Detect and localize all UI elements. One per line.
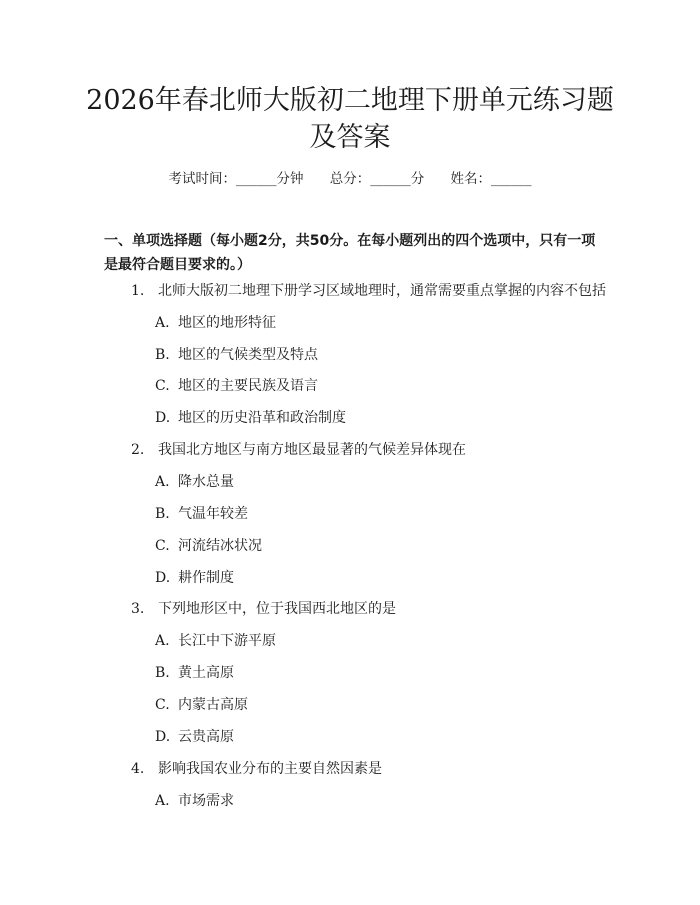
option-letter: A. bbox=[155, 793, 170, 809]
page-title-continued: 及答案 bbox=[309, 122, 391, 153]
option-text: 云贵高原 bbox=[178, 729, 234, 745]
exam-meta bbox=[0, 167, 700, 187]
question-1 bbox=[131, 281, 606, 301]
option-letter: C. bbox=[155, 538, 170, 554]
question-number: 3. bbox=[131, 601, 145, 617]
option-text: 市场需求 bbox=[178, 793, 234, 809]
page-title: 2026年春北师大版初二地理下册单元练习题 bbox=[86, 85, 614, 116]
option-text: 地区的气候类型及特点 bbox=[178, 347, 318, 363]
option-text: 耕作制度 bbox=[178, 570, 234, 586]
section-heading: 一、单项选择题（每小题2分，共50分。在每小题列出的四个选项中，只有一项是最符合题目要求的。） bbox=[104, 233, 596, 273]
option-letter: A. bbox=[155, 633, 170, 649]
question-2-option-d bbox=[155, 568, 234, 588]
question-3-option-d bbox=[155, 727, 234, 747]
question-number: 2. bbox=[131, 442, 145, 458]
question-text: 我国北方地区与南方地区最显著的气候差异体现在 bbox=[158, 442, 466, 458]
question-number: 1. bbox=[131, 283, 145, 299]
option-text: 内蒙古高原 bbox=[178, 697, 248, 713]
option-letter: D. bbox=[155, 729, 171, 745]
question-number: 4. bbox=[131, 761, 145, 777]
question-3-option-a bbox=[155, 631, 276, 651]
question-text: 下列地形区中，位于我国西北地区的是 bbox=[158, 601, 396, 617]
option-letter: A. bbox=[155, 474, 170, 490]
question-3 bbox=[131, 599, 396, 619]
option-text: 长江中下游平原 bbox=[178, 633, 276, 649]
option-text: 地区的主要民族及语言 bbox=[178, 378, 318, 394]
option-text: 地区的历史沿革和政治制度 bbox=[178, 410, 346, 426]
question-1-option-c bbox=[155, 376, 318, 396]
question-text: 北师大版初二地理下册学习区域地理时，通常需要重点掌握的内容不包括 bbox=[158, 283, 606, 299]
total-score-field: 总分：______分 bbox=[329, 171, 425, 187]
question-1-option-a bbox=[155, 313, 276, 333]
option-letter: A. bbox=[155, 315, 170, 331]
option-text: 河流结冰状况 bbox=[178, 538, 262, 554]
question-2-option-a bbox=[155, 472, 234, 492]
option-text: 降水总量 bbox=[178, 474, 234, 490]
option-letter: D. bbox=[155, 410, 171, 426]
question-2 bbox=[131, 440, 466, 460]
student-name-field: 姓名：______ bbox=[450, 171, 532, 187]
question-1-option-d bbox=[155, 408, 346, 428]
option-letter: D. bbox=[155, 570, 171, 586]
question-1-option-b bbox=[155, 345, 318, 365]
question-text: 影响我国农业分布的主要自然因素是 bbox=[158, 761, 382, 777]
option-letter: B. bbox=[155, 506, 170, 522]
exam-time-field: 考试时间：______分钟 bbox=[168, 171, 304, 187]
option-letter: C. bbox=[155, 697, 170, 713]
question-2-option-b bbox=[155, 504, 248, 524]
option-text: 地区的地形特征 bbox=[178, 315, 276, 331]
option-letter: B. bbox=[155, 347, 170, 363]
option-text: 气温年较差 bbox=[178, 506, 248, 522]
question-3-option-b bbox=[155, 663, 234, 683]
question-4-option-a bbox=[155, 791, 234, 811]
question-2-option-c bbox=[155, 536, 262, 556]
question-4 bbox=[131, 759, 382, 779]
option-letter: B. bbox=[155, 665, 170, 681]
option-text: 黄土高原 bbox=[178, 665, 234, 681]
option-letter: C. bbox=[155, 378, 170, 394]
question-3-option-c bbox=[155, 695, 248, 715]
